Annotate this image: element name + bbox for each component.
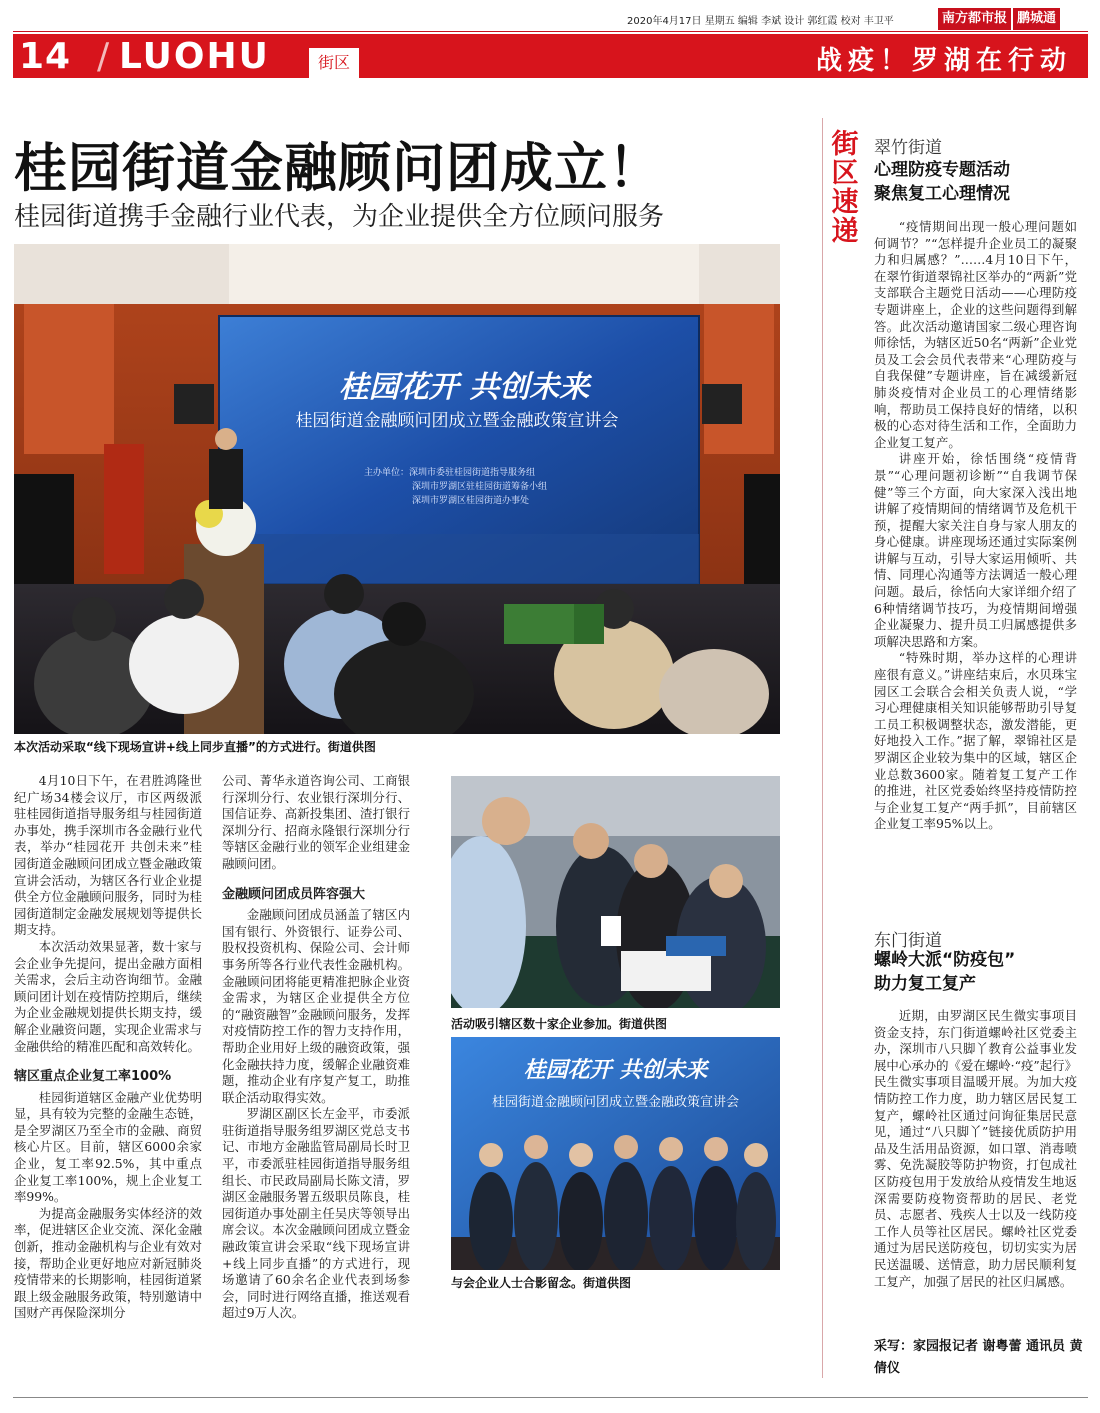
- story-2-body: [874, 1008, 1077, 1290]
- story-2-headline: [874, 948, 1015, 996]
- photo-event-title: 桂园街道金融顾问团成立暨金融政策宣讲会: [295, 411, 619, 431]
- photo-2-caption: 活动吸引辖区数十家企业参加。街道供图: [451, 1017, 668, 1031]
- brand-app: 鹏城通: [1011, 8, 1060, 30]
- article-paragraph: 4月10日下午，在君胜鸿隆世纪广场34楼会议厅，市区两级派驻桂园街道指导服务组与桂园街道办事处，携手深圳市各金融行业代表，举办“桂园花开 共创未来”桂园街道金融顾问团成立暨金融政策宣讲会活动，为辖区各行业企业提供全方位金融顾问服务，同时为桂园街道制定金融发展规划等提供长期支持。: [14, 773, 202, 938]
- newspaper-logo: [938, 8, 1088, 30]
- article-paragraph: 公司、菁华永道咨询公司、工商银行深圳分行、农业银行深圳分行、国信证券、高新投集团、渣打银行深圳分行、招商永隆银行深圳分行等辖区金融行业的领军企业组建金融顾问团。: [222, 773, 410, 871]
- story-paragraph: 讲座开始，徐恬围绕“疫情背景”“心理问题初诊断”“自我调节保健”等三个方面，向大家深入浅出地讲解了疫情期间的情绪调节及危机干预，提醒大家关注自身与家人朋友的身心健康。讲座现场还通过实际案例讲解与互动，引导大家运用倾听、共情、同理心沟通等方法调适一般心理问题。最后，徐恬向大家详细介绍了6种情绪调节技巧，为疫情期间增强企业凝聚力、提升员工归属感提供多项解决思路和方案。: [874, 451, 1077, 649]
- photo-organizers: [364, 466, 547, 508]
- photo-slogan: 桂园花开 共创未来: [338, 370, 590, 405]
- section-name: LUOHU: [119, 36, 270, 77]
- article-paragraph: 本次活动效果显著，数十家与会企业争先提问，提出金融方面相关需求，会后主动咨询细节。金融顾问团计划在疫情防控期后，继续为企业金融规划提供长期支持，缓解企业融资问题，实现企业需求与金融供给的精准匹配和高效转化。: [14, 938, 202, 1054]
- banner-slogan: 战疫！罗湖在行动: [815, 46, 1072, 76]
- organizer-line: 深圳市罗湖区桂园街道办事处: [412, 496, 530, 506]
- article-paragraph: 桂园街道辖区金融产业优势明显，具有较为完整的金融生态链，是全罗湖区乃至全市的金融、商贸核心片区。目前，辖区6000余家企业，复工率92.5%，其中重点企业复工率100%，规上企业复工率99%。: [14, 1089, 202, 1205]
- photo-3-slogan: 桂园花开 共创未来: [523, 1057, 708, 1083]
- article-paragraph: 为提高金融服务实体经济的效率，促进辖区企业交流、深化金融创新，推动金融机构与企业有效对接，帮助企业更好地应对新冠肺炎疫情带来的长期影响，桂园街道紧跟上级金融服务政策，特别邀请中国财产再保险深圳分: [14, 1205, 202, 1321]
- main-photo-caption: 本次活动采取“线下现场宣讲+线上同步直播”的方式进行。街道供图: [14, 740, 376, 754]
- page-number: 14: [19, 36, 72, 77]
- story-1-kicker: 翠竹街道: [874, 138, 942, 158]
- story-paragraph: 近期，由罗湖区民生微实事项目资金支持，东门街道螺岭社区党委主办，深圳市八只脚丫教育公益事业发展中心承办的《爱在螺岭·“疫”起行》民生微实事项目温暖开展。为加大疫情防控工作力度，助力辖区居民复工复产，螺岭社区通过问询征集居民意见，通过“八只脚丫”链接优质防护用品及生活用品资源，如口罩、消毒喷雾、免洗凝胶等防护物资，打包成社区防疫包用于发放给从疫情发生地返深需要防疫物资帮助的居民、老党员、志愿者、残疾人士以及一线防疫工作人员等社区居民。螺岭社区党委通过为居民送防疫包，切切实实为居民送温暖、送情意，助力居民顺利复工复产，加强了居民的社区归属感。: [874, 1008, 1077, 1289]
- byline: 采写：家园报记者 谢粤蕾 通讯员 黄倩仪: [874, 1339, 1083, 1376]
- story-2-headline-line-2: 助力复工复产: [874, 974, 976, 994]
- story-paragraph: “疫情期间出现一般心理问题如何调节？”“怎样提升企业员工的凝聚力和归属感？”……4月10日下午，在翠竹街道翠锦社区举办的“两新”党支部联合主题党日活动——心理防疫专题讲座上，企业的这些问题得到解答。此次活动邀请国家二级心理咨询师徐恬，为辖区近50名“两新”企业党员及工会会员代表带来“心理防疫与自我保健”专题讲座，旨在减缓新冠肺炎疫情对企业员工的心理情绪影响，帮助员工保持良好的情绪，以积极的心态对待生活和工作，全面助力企业复工复产。: [874, 219, 1077, 450]
- article-column-2: [222, 773, 410, 1322]
- sidebar-divider: [822, 118, 823, 1378]
- brand-name: 南方都市报: [938, 8, 1011, 30]
- subheadline: 桂园街道携手金融行业代表，为企业提供全方位顾问服务: [14, 202, 665, 232]
- section-sub: 街区: [309, 48, 359, 78]
- photo-2-image: [451, 776, 780, 1008]
- main-photo: [14, 244, 780, 734]
- bottom-rule: [13, 1397, 1088, 1398]
- organizer-line: 深圳市罗湖区驻桂园街道筹备小组: [412, 482, 548, 492]
- story-1-headline-line-1: 心理防疫专题活动: [874, 160, 1010, 180]
- article-column-1: [14, 773, 202, 1322]
- story-paragraph: “特殊时期，举办这样的心理讲座很有意义。”讲座结束后，水贝珠宝园区工会联合会相关负责人说，“学习心理健康相关知识能够帮助引导复工员工积极调整状态，激发潜能，更好地投入工作。”据了解，翠锦社区是罗湖区企业较为集中的区域，辖区企业总数3600家。随着复工复产工作的推进，社区党委始终坚持疫情防控与企业复工复产“两手抓”，目前辖区企业复工率95%以上。: [874, 650, 1077, 832]
- story-2-kicker: 东门街道: [874, 931, 942, 951]
- dateline: 2020年4月17日 星期五 编辑 李斌 设计 郭红霞 校对 丰卫平: [627, 16, 894, 27]
- story-1-body: [874, 219, 1077, 833]
- article-subheading: 金融顾问团成员阵容强大: [222, 886, 366, 902]
- photo-3-banner: 桂园街道金融顾问团成立暨金融政策宣讲会: [491, 1095, 739, 1110]
- banner-divider: /: [97, 36, 110, 77]
- photo-3: [451, 1037, 780, 1270]
- page-title: 桂园街道金融顾问团成立！: [14, 138, 662, 199]
- photo-3-caption: 与会企业人士合影留念。街道供图: [451, 1276, 632, 1290]
- article-paragraph: 罗湖区副区长左金平，市委派驻街道指导服务组罗湖区党总支书记、市地方金融监管局副局长时卫平，市委派驻桂园街道指导服务组组长、市民政局副局长陈文清，罗湖区金融服务署五级职员陈良，桂园街道办事处副主任吴庆等领导出席会议。本次金融顾问团成立暨金融政策宣讲会采取“线下现场宣讲+线上同步直播”的方式进行，现场邀请了60余名企业代表到场参会，同时进行网络直播，推送观看超过9万人次。: [222, 1106, 410, 1321]
- sidebar-title: 街区速递: [831, 129, 859, 247]
- article-subheading: 辖区重点企业复工率100%: [14, 1069, 172, 1085]
- story-1-headline-line-2: 聚焦复工心理情况: [874, 184, 1010, 204]
- article-paragraph: 金融顾问团成员涵盖了辖区内国有银行、外资银行、证券公司、股权投资机构、保险公司、会计师事务所等各行业代表性金融机构。金融顾问团将能更精准把脉企业资金需求，为辖区企业提供全方位的“融资融智”金融顾问服务，发挥对疫情防控工作的智力支持作用，帮助企业用好上级的融资政策，强化金融扶持力度，缓解企业融资难题，推动企业有序复产复工，助推联企活动取得实效。: [222, 907, 410, 1105]
- story-1-headline: [874, 158, 1010, 206]
- photo-2: [451, 776, 780, 1008]
- top-rule: [13, 31, 1088, 32]
- organizer-line: 主办单位：深圳市委驻桂园街道指导服务组: [364, 468, 536, 478]
- story-2-headline-line-1: 螺岭大派“防疫包”: [874, 950, 1016, 970]
- section-banner: [13, 34, 1088, 78]
